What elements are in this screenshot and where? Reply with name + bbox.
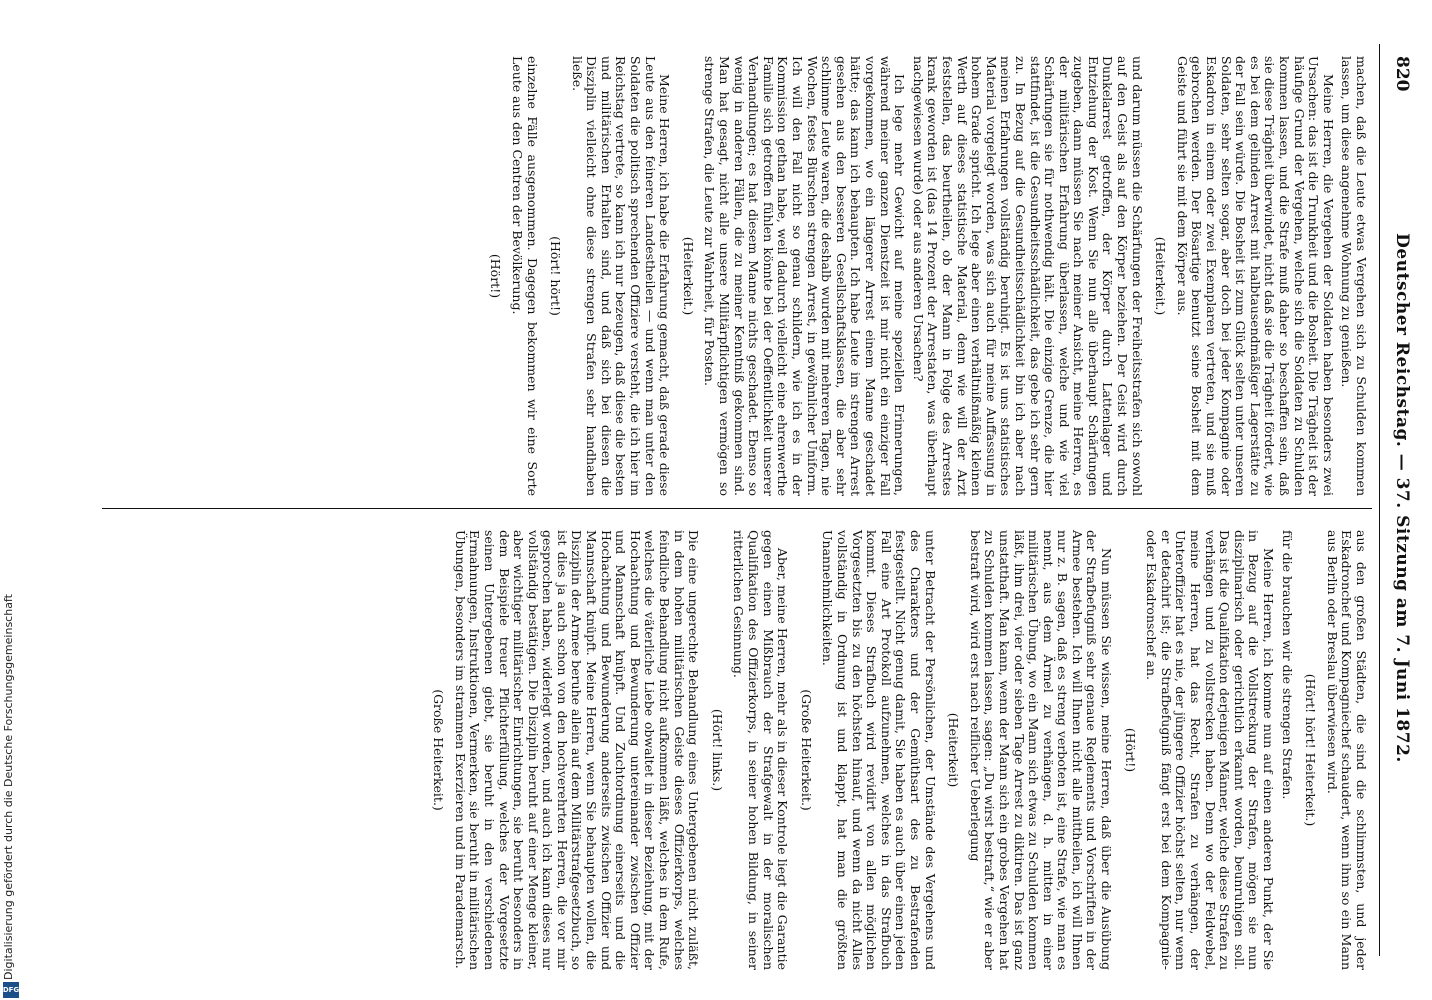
paragraph: Ich lege mehr Gewicht auf meine speziellen Erinnerungen, während meiner ganzen Dienstzeit ist mir nicht ein einziger Fall vorgekommen, wo ein längerer Arrest einem Manne geschadet hätte; das kann ich behaupten. Ich habe Leute im strengen Arrest gesehen aus den besseren Gesellschaftsklassen, die aber sehr schlimme Leute waren, die deshalb wurden mit mehreren Tagen, nie Wochen, festes Bürschen strengen Arrest, in gewöhnlicher Uniform. Ich will den Fall nicht so genau schildern, wie ich es in der Kommission gethan habe, weil dadurch vielleicht eine ehrenwerthe Familie sich getroffen fühlen könnte bei der Oeffentlichkeit unserer Verhandlungen; es hat diesem Manne nichts geschadet. Ebenso so wenig in anderen Fällen, die zu meiner Kenntniß gekommen sind. Man hat gesagt, nicht alle unsere Militärpflichtigen vermögen so strenge Strafen, die Leute zur Wahrheit, für Posten. [702,56,908,496]
audience-remark: (Heiterkeit.) [1153,236,1169,316]
digitization-note: Digitalisierung gefördert durch die Deutsche Forschungsgemeinschaft [2,594,15,980]
audience-remark: (Heiterkeit) [946,712,962,788]
paragraph: machen, daß die Leute etwas Vergehen sich zu Schulden kommen lassen, um diese angenehme Wohnung zu genießen. [1339,56,1369,496]
paragraph: Meine Herren, ich komme nun auf einen anderen Punkt, der Sie in Bezug auf die Vollstreckung der Strafen, mögen sie nun disziplinarisch oder gerichtlich erkannt worden, beunruhigen soll. Das ist die Qualifikation derjenigen Männer, welche diese Strafen zu verhängen und zu vollstrecken haben. Denn wo der Feldwebel, meine Herren, hat das Recht, Strafen zu verhängen, der Unteroffizier hat es nie, der jüngere Offizier höchst selten, nur wenn er detachirt ist; die Strafbefugniß fängt erst bei dem Kompagnie- oder Eskadronschef an. [1144,530,1277,970]
column-divider [102,508,1372,509]
paragraph: und darum müssen die Schärfungen der Freiheitsstrafen sich sowohl auf den Geist als auf den Körper beziehen. Der Geist wird durch Dunkelarrest getroffen, der Körper durch Lattenlager und Entziehung der Kost. Wenn Sie nun alle überhaupt Schärfungen zugeben, dann müssen Sie nach meiner Ansicht, meine Herren, es der militärischen Erfahrung überlassen, welche und wie viel Schärfungen sie für nothwendig hält. Die einzige Grenze, die hier stattfindet, ist die Gesundheitsschädlichkeit, das gebe ich sehr gern zu. In Bezug auf die Gesundheitsschädlichkeit bin ich aber nach meinen Erfahrungen vollständig beruhigt. Es ist uns statistisches Material vorgelegt worden, was sich auch für meine Auffassung in hohem Grade spricht. Ich lege aber einen verhältnißmäßig kleinen Werth auf dieses statistische Material, denn wie will der Arzt feststellen, das beurtheilen, ob der Mann in Folge des Arrestes krank geworden ist (das 14 Prozent der Arrestaten, was überhaupt nachgewiesen wurde) oder aus anderen Ursachen? [910,56,1145,496]
paragraph: Die eine ungerechte Behandlung eines Untergebenen nicht zuläßt, in dem hohen militärischen Geiste dieses Offizierkorps, welches feindliche Behandlung nicht aufkommen läßt, welches in dem Rufe, welches die väterliche Liebe obwaltet in dieser Beziehung, mit der Hochachtung und Bewunderung untereinander zwischen Offizier und Mannschaft knüpft. Und Zuchtordnung einerseits und die Hochachtung und Bewunderung anderseits zwischen Offizier und Mannschaft knüpft. Meine Herren, wenn Sie behaupten wollen, die Disziplin der Armee beruhe allein auf dem Militärstrafgesetzbuch, so ist dies ja auch schon von den hochverehrten Herren, die vor mir gesprochen haben, widerlegt worden, und auch ich kann dieses nur vollständig bestätigen. Die Disziplin beruht auf einer Menge kleiner, aber wichtiger militärischer Einrichtungen, sie beruht besonders in dem Beispiele treuer Pflichterfüllung, welches der Vorgesetzte seinen Untergebenen giebt, sie beruht in den verschiedenen Ermahnungen, Instruktionen, Vermerken, sie beruht in militärischen Übungen, besonders im strammen Exerzieren und im Parademarsch. [452,530,702,970]
paragraph: einzelne Fälle ausgenommen. Dagegen bekommen wir eine Sorte Leute aus den Centren der Bevölkerung. [509,56,540,496]
audience-remark: (Große Heiterkeit.) [431,689,447,811]
paragraph: Meine Herren, die Vergehen der Soldaten haben besonders zwei Ursachen: das ist die Trunkheit und die Bosheit. Die Trägheit ist der häufige Grund der Vergehen, welche sich die Soldaten zu Schulden kommen lassen, und die Strafe muß daher so beschaffen sein, daß sie diese Trägheit überwindet, nicht daß sie die Trägheit fördert, wie es bei dem gelinden Arrest mit halbtausendmäßiger Lagerstätte zu der Fall sein würde. Die Bosheit ist zum Glück selten unter unseren Soldaten, sehr selten sogar, aber doch bei jeder Kompagnie oder Eskadron in einem oder zwei Exemplaren vertreten, und sie muß gebrochen werden. Der Bösartige benutzt seine Bosheit mit dem Geiste und führt sie mit dem Körper aus. [1174,56,1336,496]
right-column [422,530,1368,970]
digitization-credit [0,594,22,1000]
left-column [479,56,1368,496]
dfg-logo-icon: DFG [3,982,19,998]
page-header [1384,48,1412,948]
audience-remark: (Hört!) [1122,727,1138,773]
paragraph: unter Betracht der Persönlichen, der Umstände des Vergehens und des Charakters und der Gemüthsart des zu Bestrafenden festgestellt. Nicht genug damit, Sie haben es auch über einen jeden Fall eine Art Protokoll aufzunehmen, welches in das Strafbuch kommt. Dieses Strafbuch wird revidirt von allen möglichen Vorgesetzten bis zu den höchsten hinauf, und wenn da nicht Alles vollständig in Ordnung ist und klappt, hat man die größten Unannehmlichkeiten. [820,530,938,970]
audience-remark: (Hört! hört!) [548,236,564,316]
audience-remark: (Hört! hört! Heiterkeit.) [1303,673,1319,827]
audience-remark: (Hört! links.) [709,708,725,792]
paragraph: Aber, meine Herren, mehr als in dieser Kontrole liegt die Garantie gegen einen Mißbrauch der Strafgewalt in der moralischen Qualifikation des Offizierkorps, in seiner hohen Bildung, in seiner ritterlichen Gesinnung. [731,530,791,970]
page-title: Deutscher Reichstag. — 37. Sitzung am 7. Juni 1872. [1392,233,1412,763]
paragraph: für die brauchen wir die strengen Strafen. [1279,530,1295,800]
paragraph: Nun müssen Sie wissen, meine Herren, daß über die Ausübung der Strafbefugniß sehr genaue Reglements und Vorschriften in der Armee bestehen. Ich will Ihnen nicht alle mittheilen, ich will Ihnen nur z. B. sagen, daß es streng verboten ist, eine Strafe, wie man es nennt, aus dem Ärmel zu verhängen, d. h. mitten in einer militärischen Übung, wo ein Mann sich etwas zu Schulden kommen läßt, ihm drei, vier oder sieben Tage Arrest zu diktiren. Das ist ganz unstatthaft. Man kann, wenn der Mann sich ein grobes Vergehen hat zu Schulden kommen lassen, sagen: „Du wirst bestraft,“ wie er aber bestraft wird, wird erst nach reiflicher Ueberlegung [967,530,1115,970]
paragraph: Meine Herren, ich habe die Erfahrung gemacht, daß gerade diese Leute aus den feineren Landestheilen — und wenn man unter den Soldaten die politisch sprechenden Offiziere versteht, die ich hier im Reichstag vertrete, so kann ich nur bezeugen, daß diese die besten und militärischen Erhalten sind, und daß sich bei diesen die Disziplin vielleicht ohne diese strengen Strafen sehr handhaben ließe. [569,56,673,496]
paragraph: aus den großen Städten, die sind die schlimmsten, und jeder Eskadronchef und Kompagniechef schaudert, wenn ihm so ein Mann aus Berlin oder Breslau überwiesen wird. [1324,530,1369,970]
audience-remark: (Heiterkeit.) [680,236,696,316]
header-rule [1379,44,1380,956]
audience-remark: (Hört!) [488,253,504,299]
audience-remark: (Große Heiterkeit.) [798,689,814,811]
page-number: 820 [1392,56,1412,92]
